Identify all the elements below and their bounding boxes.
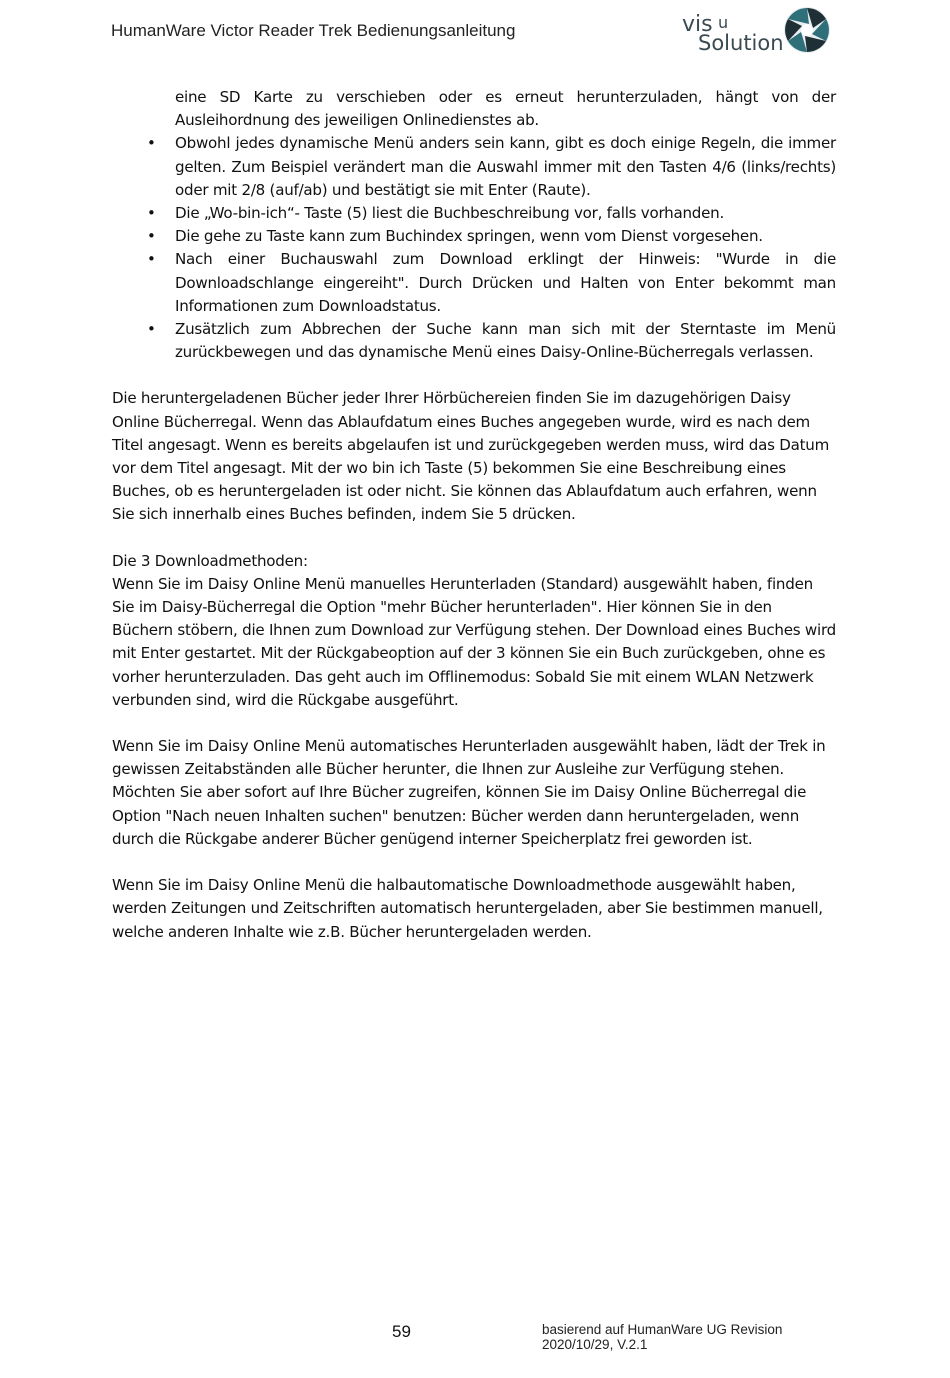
logo-text-vis: vis [682,12,713,37]
logo-text-solution: Solution [698,31,784,55]
paragraph-download-methods [112,550,836,712]
download-methods-heading: Die 3 Downloadmethoden: [112,551,308,570]
paragraph-automatic-download: Wenn Sie im Daisy Online Menü automatisches Herunterladen ausgewählt haben, lädt der Trek in gewissen Zeitabständen alle Bücher herunter, die Ihnen zur Ausleihe zur Verfügung stehen. Möchten Sie aber sofort auf Ihre Bücher zugreifen, können Sie im Daisy Online Bücherregal die Option "Nach neuen Inhalten suchen" benutzen: Bücher werden dann heruntergeladen, wenn durch die Rückgabe anderer Bücher genügend interner Speicherplatz frei geworden ist. [112,737,826,848]
page-number: 59 [392,1322,411,1341]
list-item: • Die „Wo-bin-ich“- Taste (5) liest die Buchbeschreibung vor, falls vorhanden. [175,202,836,225]
visusolution-logo-graphic [680,4,840,56]
list-item: • Die gehe zu Taste kann zum Buchindex springen, wenn vom Dienst vorgesehen. [175,225,836,248]
revision-line-1: basierend auf HumanWare UG Revision [542,1322,783,1337]
aperture-icon [784,7,830,53]
revision-line-2: 2020/10/29, V.2.1 [542,1337,648,1352]
page-body [112,86,836,944]
list-item: • Zusätzlich zum Abbrechen der Suche kann man sich mit der Sterntaste im Menü zurückbewegen und das dynamische Menü eines Daisy-Online-Bücherregals verlassen. [175,318,836,364]
list-item: • Obwohl jedes dynamische Menü anders sein kann, gibt es doch einige Regeln, die immer gelten. Zum Beispiel verändert man die Auswahl immer mit den Tasten 4/6 (links/rechts) oder mit 2/8 (auf/ab) und bestätigt sie mit Enter (Raute). [175,132,836,202]
list-item: • Nach einer Buchauswahl zum Download erklingt der Hinweis: "Wurde in die Downloadschlange eingereiht". Durch Drücken und Halten von Enter bekommt man Informationen zum Downloadstatus. [175,248,836,318]
revision-note [542,1322,842,1352]
list-item-continued: eine SD Karte zu verschieben oder es erneut herunterzuladen, hängt von der Ausleihordnung des jeweiligen Onlinedienstes ab. [175,88,836,130]
paragraph-semiautomatic-download: Wenn Sie im Daisy Online Menü die halbautomatische Downloadmethode ausgewählt haben, werden Zeitungen und Zeitschriften automatisch heruntergeladen, aber Sie bestimmen manuell, welche anderen Inhalte wie z.B. Bücher heruntergeladen werden. [112,876,823,941]
bullet-list [112,86,836,364]
paragraph-manual-download: Wenn Sie im Daisy Online Menü manuelles Herunterladen (Standard) ausgewählt haben, finden Sie im Daisy-Bücherregal die Option "mehr Bücher herunterladen". Hier können Sie in den Büchern stöbern, die Ihnen zum Download zur Verfügung stehen. Der Download eines Buches wird mit Enter gestartet. Mit der Rückgabeoption auf der 3 können Sie ein Buch zurückgeben, ohne es vorher herunterzuladen. Das geht auch im Offlinemodus: Sobald Sie mit einem WLAN Netzwerk verbunden sind, wird die Rückgabe ausgeführt. [112,574,836,709]
logo-text-u: u [718,13,729,32]
paragraph-bookshelf: Die heruntergeladenen Bücher jeder Ihrer Hörbüchereien finden Sie im dazugehörigen Daisy Online Bücherregal. Wenn das Ablaufdatum eines Buches angegeben wurde, wird es nach dem Titel angesagt. Wenn es bereits abgelaufen ist und zurückgegeben werden muss, wird das Datum vor dem Titel angesagt. Mit der wo bin ich Taste (5) bekommen Sie eine Beschreibung eines Buches, ob es heruntergeladen ist oder nicht. Sie können das Ablaufdatum auch erfahren, wenn Sie sich innerhalb eines Buches befinden, indem Sie 5 drücken. [112,389,830,524]
page-header-title: HumanWare Victor Reader Trek Bedienungsanleitung [111,21,516,40]
visusolution-logo [680,4,840,56]
